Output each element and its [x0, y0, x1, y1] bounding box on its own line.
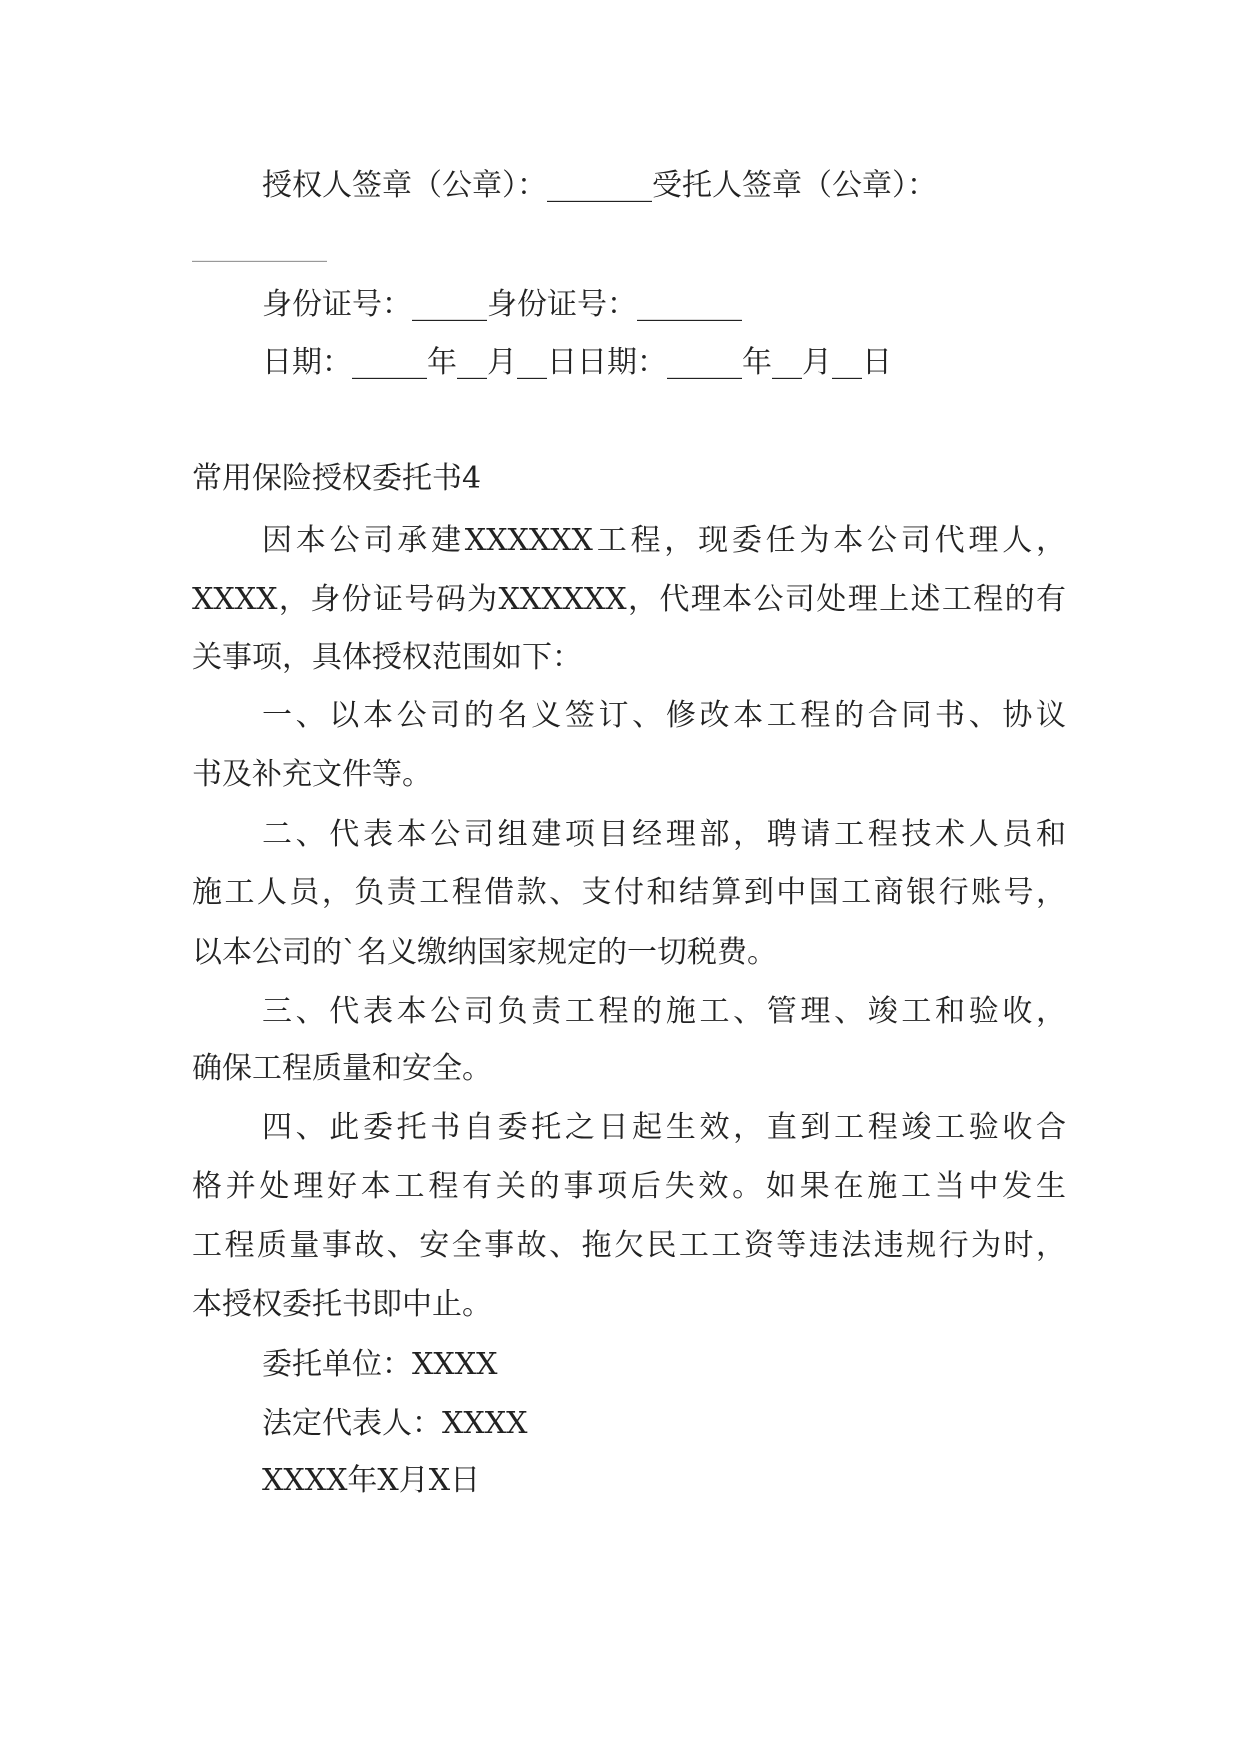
paragraph-line: 四、此委托书自委托之日起生效，直到工程竣工验收合: [262, 1110, 1066, 1145]
paragraph-line: 施工人员，负责工程借款、支付和结算到中国工商银行账号，: [192, 875, 1066, 910]
paragraph-line: 三、代表本公司负责工程的施工、管理、竣工和验收，: [262, 994, 1066, 1029]
paragraph-line: 书及补充文件等。: [192, 757, 432, 792]
paragraph-line: 工程质量事故、安全事故、拖欠民工工资等违法违规行为时，: [192, 1228, 1066, 1263]
principal-unit: 委托单位：XXXX: [262, 1347, 498, 1382]
paragraph-line: 关事项，具体授权范围如下：: [192, 640, 582, 675]
document-date: XXXX年X月X日: [262, 1463, 481, 1498]
legal-representative: 法定代表人：XXXX: [262, 1406, 528, 1441]
paragraph-line: XXXX，身份证号码为XXXXXX，代理本公司处理上述工程的有: [192, 582, 1066, 617]
signature-blank: _________: [192, 228, 327, 263]
signature-line: 授权人签章（公章）：_______受托人签章（公章）：: [262, 168, 937, 203]
paragraph-line: 确保工程质量和安全。: [192, 1051, 492, 1086]
id-number-line: 身份证号：_____身份证号：_______: [262, 287, 742, 322]
paragraph-line: 格并处理好本工程有关的事项后失效。如果在施工当中发生: [192, 1169, 1066, 1204]
paragraph-line: 二、代表本公司组建项目经理部，聘请工程技术人员和: [262, 817, 1066, 852]
paragraph-line: 一、以本公司的名义签订、修改本工程的合同书、协议: [262, 698, 1066, 733]
section-title: 常用保险授权委托书4: [192, 461, 482, 496]
paragraph-line: 本授权委托书即中止。: [192, 1287, 492, 1322]
paragraph-line: 以本公司的`名义缴纳国家规定的一切税费。: [192, 935, 777, 970]
paragraph-line: 因本公司承建XXXXXX工程，现委任为本公司代理人，: [262, 523, 1066, 558]
date-line: 日期：_____年__月__日日期：_____年__月__日: [262, 345, 892, 380]
